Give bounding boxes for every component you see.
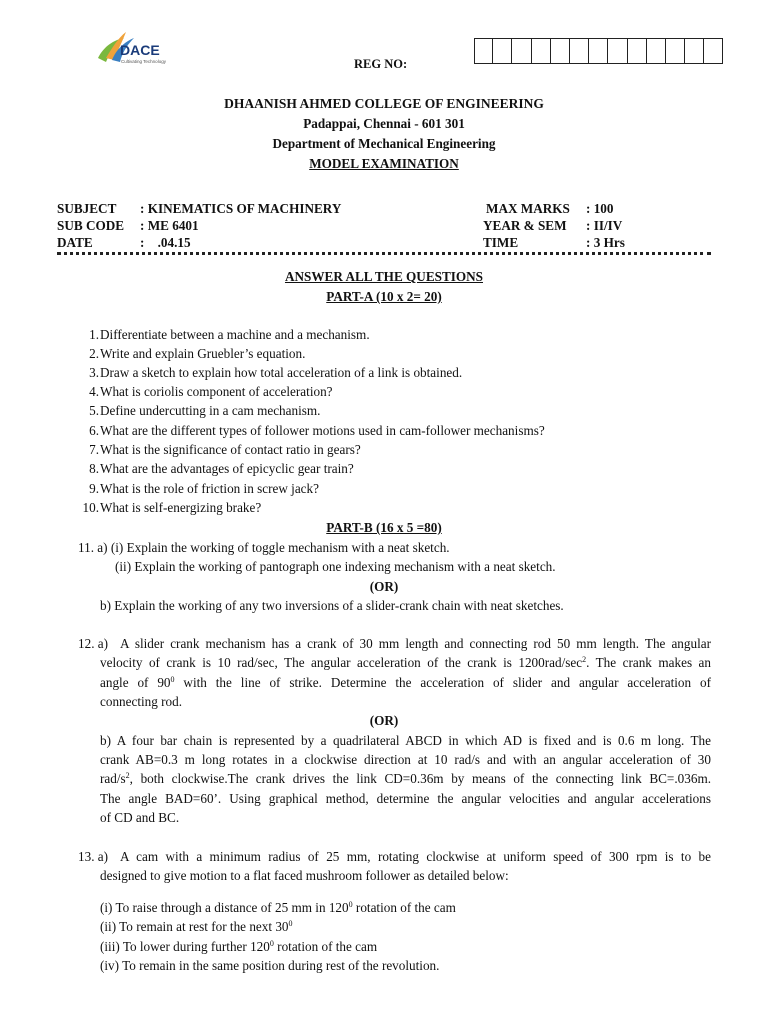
reg-digit-box[interactable]: [608, 38, 627, 64]
or-separator: (OR): [369, 713, 399, 728]
question-number: 7.: [89, 442, 99, 457]
question-text: Differentiate between a machine and a mechanism.: [100, 327, 370, 342]
q12-a-line2: velocity of crank is 10 rad/sec, The angular acceleration of the crank is $1200rad/\sec^2$. The crank makes an: [100, 655, 712, 670]
q11-a-i: 11. a) (i) Explain the working of toggle mechanism with a neat sketch.: [78, 540, 450, 555]
part-a-title: PART-A (10 x 2= 20): [326, 289, 442, 304]
time-value: : 3 Hrs: [586, 235, 625, 250]
q12-b-line4: The angle BAD=60’. Using graphical method, determine the angular velocities and angular accelerations: [100, 791, 711, 806]
reg-digit-box[interactable]: [704, 38, 723, 64]
question-number: 8.: [89, 461, 99, 476]
reg-digit-box[interactable]: [474, 38, 493, 64]
subcode-label: SUB CODE: [57, 218, 125, 233]
question-text: What are the advantages of epicyclic gear train?: [100, 461, 354, 476]
maxmarks-value: : 100: [586, 201, 614, 216]
college-logo: [94, 28, 174, 72]
q13-line2: designed to give motion to a flat faced mushroom follower as detailed below:: [100, 868, 509, 883]
question-text: Write and explain Gruebler’s equation.: [100, 346, 306, 361]
q12-number: 12. a): [78, 636, 109, 651]
q13-item-iv: (iv) To remain in the same position during rest of the revolution.: [100, 958, 440, 973]
logo-tagline: Cultivating Technology: [121, 59, 166, 64]
reg-digit-box[interactable]: [532, 38, 551, 64]
instructions: ANSWER ALL THE QUESTIONS: [284, 269, 483, 284]
q11-b: b) Explain the working of any two inversions of a slider-crank chain with neat sketches.: [100, 598, 564, 613]
question-text: What is self-energizing brake?: [100, 500, 262, 515]
q12-a-line3: angle of $90^0$ with the line of strike. Determine the acceleration of slider and angular acceleration of: [100, 675, 711, 690]
q12-b-line3: rad/$s^2$, both clockwise.The crank drives the link CD=0.36m by means of the connecting link BC=.036m.: [100, 771, 711, 786]
subject-value: : KINEMATICS OF MACHINERY: [140, 201, 342, 216]
reg-digit-box[interactable]: [551, 38, 570, 64]
reg-digit-box[interactable]: [589, 38, 608, 64]
reg-digit-box[interactable]: [512, 38, 531, 64]
yearsem-label: YEAR & SEM: [483, 218, 567, 233]
question-text: What is the significance of contact ratio in gears?: [100, 442, 361, 457]
q13-item-i: (i) To raise through a distance of 25 mm in $120^0$ rotation of the cam: [100, 900, 456, 915]
question-text: What is coriolis component of acceleration?: [100, 384, 333, 399]
reg-digit-box[interactable]: [647, 38, 666, 64]
reg-no-boxes: [474, 38, 723, 64]
date-value: : .04.15: [140, 235, 191, 250]
q11-a-ii: (ii) Explain the working of pantograph one indexing mechanism with a neat sketch.: [115, 559, 556, 574]
or-separator: (OR): [369, 579, 399, 594]
subject-label: SUBJECT: [57, 201, 117, 216]
reg-digit-box[interactable]: [628, 38, 647, 64]
q13-line1: A cam with a minimum radius of 25 mm, rotating clockwise at uniform speed of 300 rpm is to be: [120, 849, 711, 864]
reg-digit-box[interactable]: [666, 38, 685, 64]
question-text: What are the different types of follower motions used in cam-follower mechanisms?: [100, 423, 545, 438]
question-number: 4.: [89, 384, 99, 399]
q12-a-line1: A slider crank mechanism has a crank of 30 mm length and connecting rod 50 mm length. The angular: [120, 636, 711, 651]
q12-b-line1: b) A four bar chain is represented by a quadrilateral ABCD in which AD is fixed and is 0.6 m long. The: [100, 733, 711, 748]
question-number: 10.: [82, 500, 99, 515]
q12-b-line5: of CD and BC.: [100, 810, 180, 825]
question-text: Draw a sketch to explain how total acceleration of a link is obtained.: [100, 365, 463, 380]
maxmarks-label: MAX MARKS: [486, 201, 570, 216]
question-text: What is the role of friction in screw jack?: [100, 481, 319, 496]
college-address: Padappai, Chennai - 601 301: [303, 116, 465, 131]
question-number: 3.: [89, 365, 99, 380]
q12-b-line2: crank AB=0.3 m long rotates in a clockwise direction at 10 rad/s and with an angular acceleration of 30: [100, 752, 711, 767]
reg-digit-box[interactable]: [685, 38, 704, 64]
exam-title: MODEL EXAMINATION: [309, 156, 459, 171]
question-text: Define undercutting in a cam mechanism.: [100, 403, 321, 418]
question-number: 5.: [89, 403, 99, 418]
logo-text: DACE: [120, 42, 160, 58]
question-number: 1.: [89, 327, 99, 342]
college-name: DHAANISH AHMED COLLEGE OF ENGINEERING: [224, 96, 544, 111]
q13-number: 13. a): [78, 849, 109, 864]
question-number: 9.: [89, 481, 99, 496]
department-name: Department of Mechanical Engineering: [272, 136, 496, 151]
q12-a-line4: connecting rod.: [100, 694, 183, 709]
subcode-value: : ME 6401: [140, 218, 199, 233]
q13-item-iii: (iii) To lower during further $120^0$ rotation of the cam: [100, 939, 378, 954]
date-label: DATE: [57, 235, 93, 250]
reg-no-label: REG NO:: [354, 57, 408, 71]
dotted-separator: [57, 252, 711, 255]
question-number: 2.: [89, 346, 99, 361]
question-number: 6.: [89, 423, 99, 438]
reg-digit-box[interactable]: [493, 38, 512, 64]
yearsem-value: : II/IV: [586, 218, 623, 233]
time-label: TIME: [483, 235, 519, 250]
q13-item-ii: (ii) To remain at rest for the next $30^0$: [100, 919, 293, 934]
reg-digit-box[interactable]: [570, 38, 589, 64]
part-b-title: PART-B (16 x 5 =80): [326, 520, 442, 535]
